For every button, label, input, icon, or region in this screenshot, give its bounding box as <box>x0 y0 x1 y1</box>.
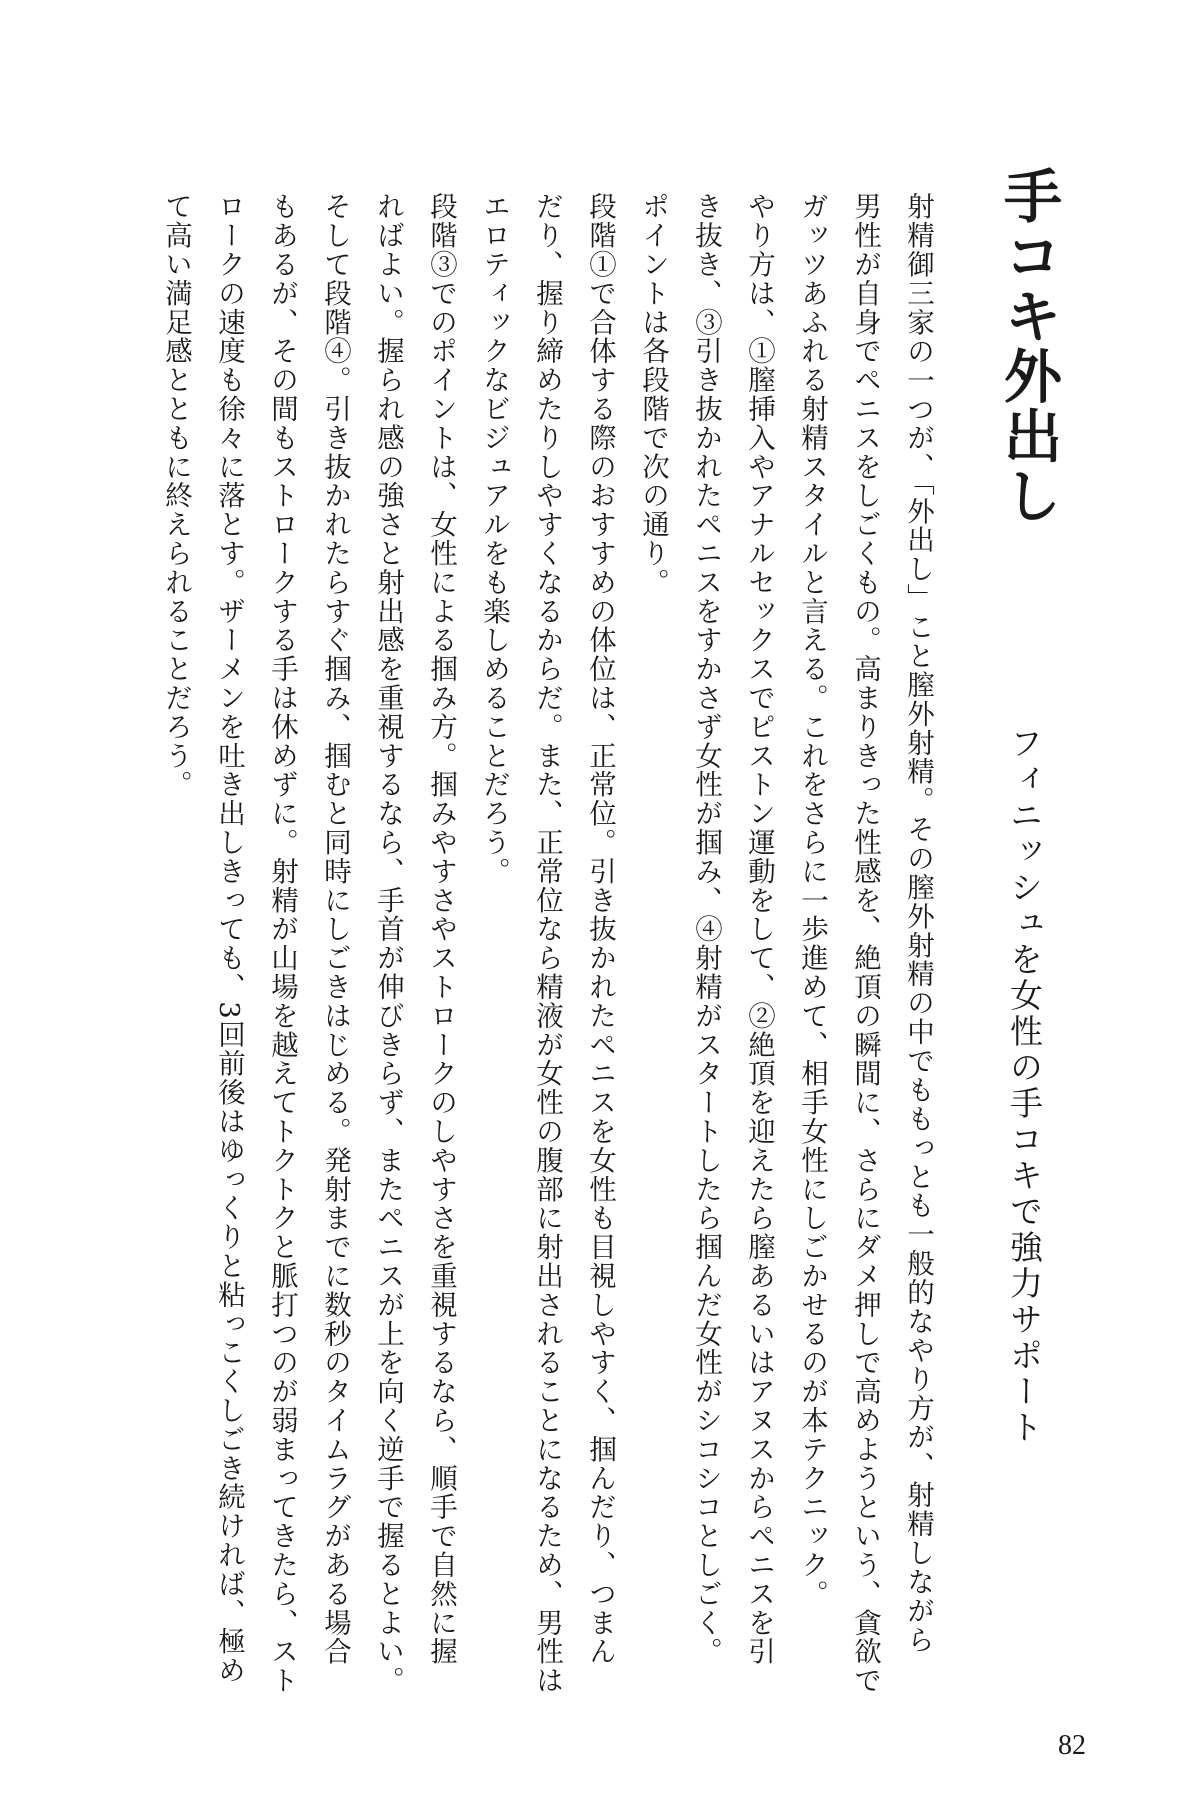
body-text <box>149 192 944 1695</box>
text-column: 段階③でのポイントは、女性による掴み方。掴みやすさやストロークのしやすさを重視するなら、順手で自然に握 <box>425 192 457 1666</box>
page-title: 手コキ外出し <box>994 166 1062 526</box>
text-column: 男性が自身でペニスをしごくもの。高まりきった性感を、絶頂の瞬間に、さらにダメ押しで高めようという、貪欲で <box>849 192 881 1695</box>
page-number: 82 <box>1058 1730 1086 1761</box>
text-column: ポイントは各段階で次の通り。 <box>637 192 669 597</box>
text-column: ロークの速度も徐々に落とす。ザーメンを吐き出しきっても、3回前後はゆっくりと粘っこくしごき続ければ、極め <box>213 192 245 1685</box>
text-column: そして段階④。引き抜かれたらすぐ掴み、掴むと同時にしごきはじめる。発射までに数秒のタイムラグがある場合 <box>319 192 351 1666</box>
page-subtitle: フィニッシュを女性の手コキで強力サポート <box>1005 726 1044 1446</box>
text-column: ればよい。握られ感の強さと射出感を重視するなら、手首が伸びきらず、またペニスが上を向く逆手で握るとよい。 <box>372 192 404 1695</box>
text-column: もあるが、その間もストロークする手は休めずに。射精が山場を越えてトクトクと脈打つのが弱まってきたら、スト <box>266 192 298 1695</box>
text-column: エロティックなビジュアルをも楽しめることだろう。 <box>478 192 510 886</box>
text-column: ガッツあふれる射精スタイルと言える。これをさらに一歩進めて、相手女性にしごかせるのが本テクニック。 <box>796 192 828 1609</box>
text-column: やり方は、①膣挿入やアナルセックスでピストン運動をして、②絶頂を迎えたら膣あるいはアヌスからペニスを引 <box>743 192 775 1666</box>
text-column: て高い満足感とともに終えられることだろう。 <box>160 192 192 799</box>
text-column: き抜き、③引き抜かれたペニスをすかさず女性が掴み、④射精がスタートしたら掴んだ女性がシコシコとしごく。 <box>690 192 722 1666</box>
text-column: 段階①で合体する際のおすすめの体位は、正常位。引き抜かれたペニスを女性も目視しやすく、掴んだり、つまん <box>584 192 616 1666</box>
text-column: 射精御三家の一つが、「外出し」こと膣外射精。その膣外射精の中でももっとも一般的なやり方が、射精しながら <box>902 192 934 1654</box>
text-column: だり、握り締めたりしやすくなるからだ。また、正常位なら精液が女性の腹部に射出されることになるため、男性は <box>531 192 563 1695</box>
